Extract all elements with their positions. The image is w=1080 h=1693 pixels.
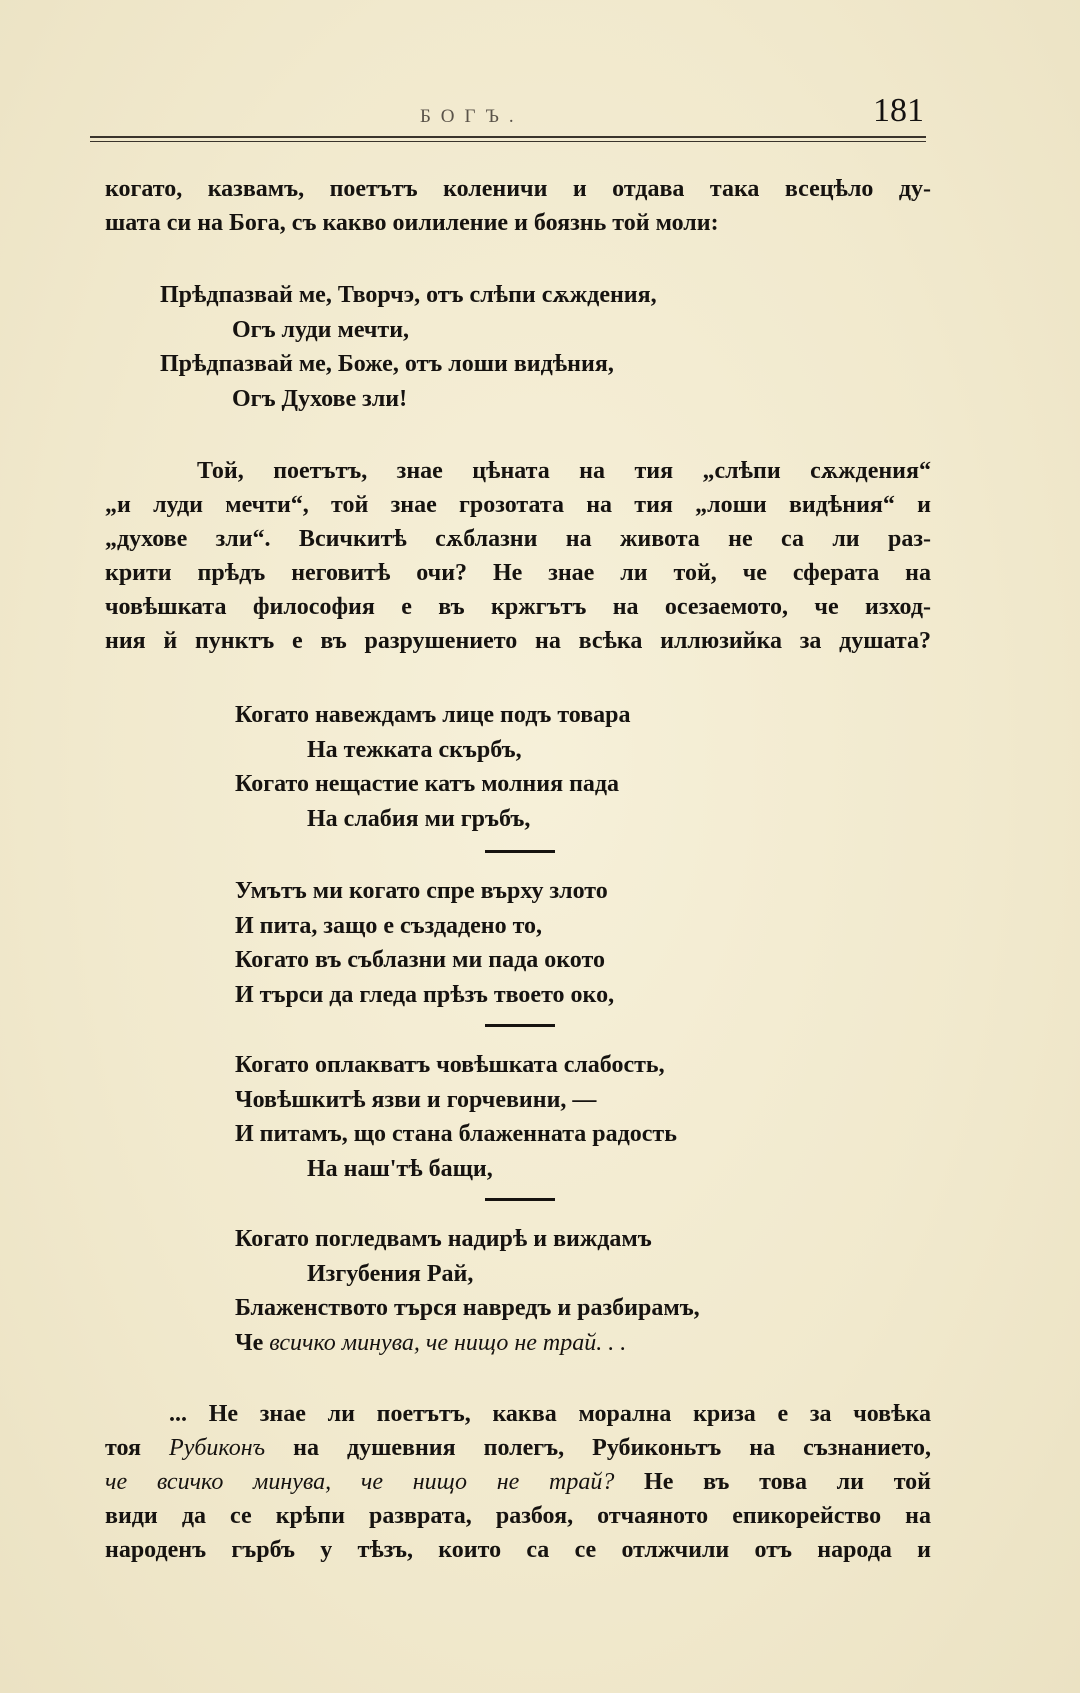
verse-line: На слабия ми гръбъ, <box>307 805 531 832</box>
header-rule <box>90 136 926 144</box>
line-text: Не въ това ли той <box>614 1469 931 1495</box>
verse-line: Огъ луди мечти, <box>232 316 410 343</box>
verse-line: Когато нещастие катъ молния пада <box>235 771 620 797</box>
verse-line: Прѣдпазвай ме, Творчэ, отъ слѣпи сѫждения, <box>160 282 657 308</box>
paragraph-3 <box>105 1397 931 1567</box>
stanza-separator <box>485 850 555 853</box>
verse-line: На тежката скърбъ, <box>307 736 522 763</box>
paragraph-line: ... Не знае ли поетътъ, каква морална криза е за човѣка <box>169 1401 931 1427</box>
stanza-separator <box>485 1198 555 1201</box>
line-text: тоя <box>105 1435 170 1461</box>
verse-line-start: Че <box>235 1329 270 1356</box>
verse-line: Човѣшкитѣ язви и горчевини, — <box>235 1086 597 1113</box>
verse-line: Когато въ съблазни ми пада окото <box>235 947 605 973</box>
verse-line: Когато оплакватъ човѣшката слабость, <box>235 1052 665 1078</box>
paragraph-line: „духове зли“. Всичкитѣ сѫблазни на живота не са ли раз- <box>105 526 931 552</box>
verse-line: Прѣдпазвай ме, Боже, отъ лоши видѣния, <box>160 351 614 377</box>
header-rule-thin <box>90 141 926 142</box>
verse-line: Умътъ ми когато спре върху злото <box>235 878 608 904</box>
paragraph-line: Той, поетътъ, знае цѣната на тия „слѣпи сѫждения“ <box>197 458 931 484</box>
verse-line: Огъ Духове зли! <box>232 385 408 412</box>
verse-line: И питамъ, що стана блаженната радость <box>235 1121 677 1147</box>
stanza-separator <box>485 1024 555 1027</box>
paragraph-line: човѣшката философия е въ кржгътъ на осезаемото, че изход- <box>105 594 931 620</box>
verse-line: На наш'тѣ бащи, <box>307 1155 493 1182</box>
verse-stanza-1 <box>160 278 657 416</box>
paragraph-line <box>105 1431 931 1465</box>
verse-stanza-5 <box>235 1222 700 1360</box>
line-italic: Рубиконъ <box>169 1435 266 1461</box>
intro-line-2: шата си на Бога, съ какво оилиление и боязнь той моли: <box>105 210 719 236</box>
paragraph-line: види да се крѣпи разврата, разбоя, отчаяното епикорейство на <box>105 1503 931 1529</box>
paragraph-line <box>105 1465 931 1499</box>
verse-line: И търси да гледа прѣзъ твоето око, <box>235 981 615 1008</box>
verse-line: Когато навеждамъ лице подъ товара <box>235 702 631 728</box>
verse-stanza-2 <box>235 698 631 836</box>
verse-line-italic: всичко минува, че нищо не трай. . . <box>269 1329 627 1356</box>
verse-line: Блаженството търся навредъ и разбирамъ, <box>235 1295 700 1321</box>
line-italic: че всичко минува, че нищо не трай? <box>105 1469 615 1495</box>
verse-line: И пита, защо е създадено то, <box>235 912 543 939</box>
verse-stanza-4 <box>235 1048 677 1186</box>
line-text: на душевния полегъ, Рубиконьтъ на съзнанието, <box>265 1435 932 1461</box>
intro-paragraph <box>105 172 931 240</box>
verse-line: Изгубения Рай, <box>307 1260 474 1287</box>
paragraph-2 <box>105 454 931 658</box>
verse-line <box>235 1326 700 1361</box>
verse-line: Когато погледвамъ надирѣ и виждамъ <box>235 1226 652 1252</box>
running-head <box>90 92 926 140</box>
paragraph-line: „и луди мечти“, той знае грозотата на тия „лоши видѣния“ и <box>105 492 931 518</box>
intro-line-1: когато, казвамъ, поетътъ коленичи и отдава така всецѣло ду- <box>105 176 931 202</box>
verse-stanza-3 <box>235 874 614 1012</box>
running-title: БОГЪ. <box>420 106 524 127</box>
paragraph-line: народенъ гърбъ у тѣзъ, които са се отлжчили отъ народа и <box>105 1537 931 1563</box>
paragraph-line: ния й пунктъ е въ разрушението на всѣка иллюзийка за душата? <box>105 628 931 654</box>
page-number: 181 <box>873 92 924 129</box>
header-rule-thick <box>90 136 926 138</box>
paragraph-line: крити прѣдъ неговитѣ очи? Не знае ли той, че сферата на <box>105 560 931 586</box>
